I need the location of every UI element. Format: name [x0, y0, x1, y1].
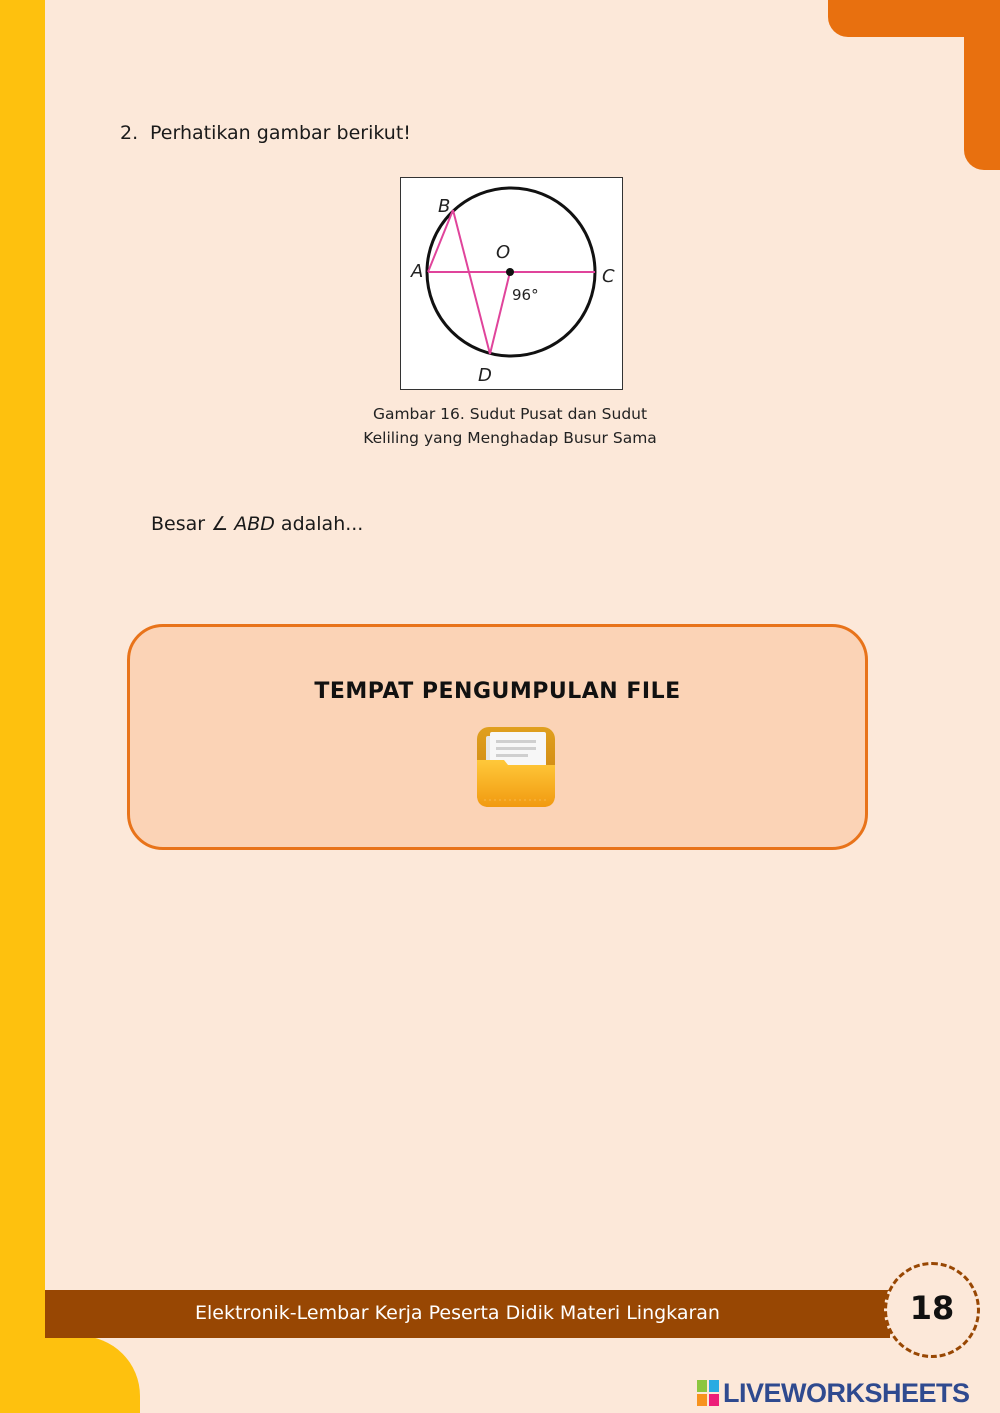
radius-od: [490, 272, 510, 354]
corner-decor-side: [964, 0, 1000, 170]
caption-line-2: Keliling yang Menghadap Busur Sama: [363, 429, 657, 447]
label-o: O: [496, 242, 511, 263]
footer-bar: [45, 1290, 890, 1338]
center-point: [506, 268, 514, 276]
prompt-prefix: Besar ∠: [151, 513, 229, 535]
question-prompt: [151, 513, 363, 535]
folder-upload-button[interactable]: [476, 726, 556, 808]
prompt-angle-name: ABD: [234, 513, 275, 535]
liveworksheets-logo[interactable]: [697, 1377, 970, 1409]
label-a: A: [411, 261, 424, 282]
file-upload-area: [127, 624, 868, 850]
page-number: 18: [909, 1289, 955, 1327]
left-decor-bar: [0, 0, 45, 1413]
question-heading: [120, 122, 411, 144]
circle-figure: [400, 177, 623, 390]
angle-label: 96°: [512, 286, 539, 304]
caption-line-1: Gambar 16. Sudut Pusat dan Sudut: [372, 405, 648, 423]
label-d: D: [478, 365, 492, 386]
label-b: B: [438, 196, 451, 217]
question-text: Perhatikan gambar berikut!: [150, 122, 411, 144]
circle-diagram: [401, 178, 624, 391]
label-c: C: [602, 266, 615, 287]
liveworksheets-text: LIVEWORKSHEETS: [723, 1377, 970, 1408]
prompt-suffix: adalah...: [280, 513, 364, 535]
folder-icon: [476, 726, 556, 808]
liveworksheets-mark-icon: [697, 1380, 719, 1406]
footer-title: Elektronik-Lembar Kerja Peserta Didik Materi Lingkaran: [195, 1302, 720, 1324]
question-number: 2.: [120, 122, 139, 144]
page-number-badge: [884, 1262, 980, 1358]
figure-caption: [340, 402, 680, 450]
left-bottom-decor: [0, 1336, 140, 1413]
upload-title: TEMPAT PENGUMPULAN FILE: [314, 679, 681, 704]
chord-bd: [453, 210, 490, 354]
